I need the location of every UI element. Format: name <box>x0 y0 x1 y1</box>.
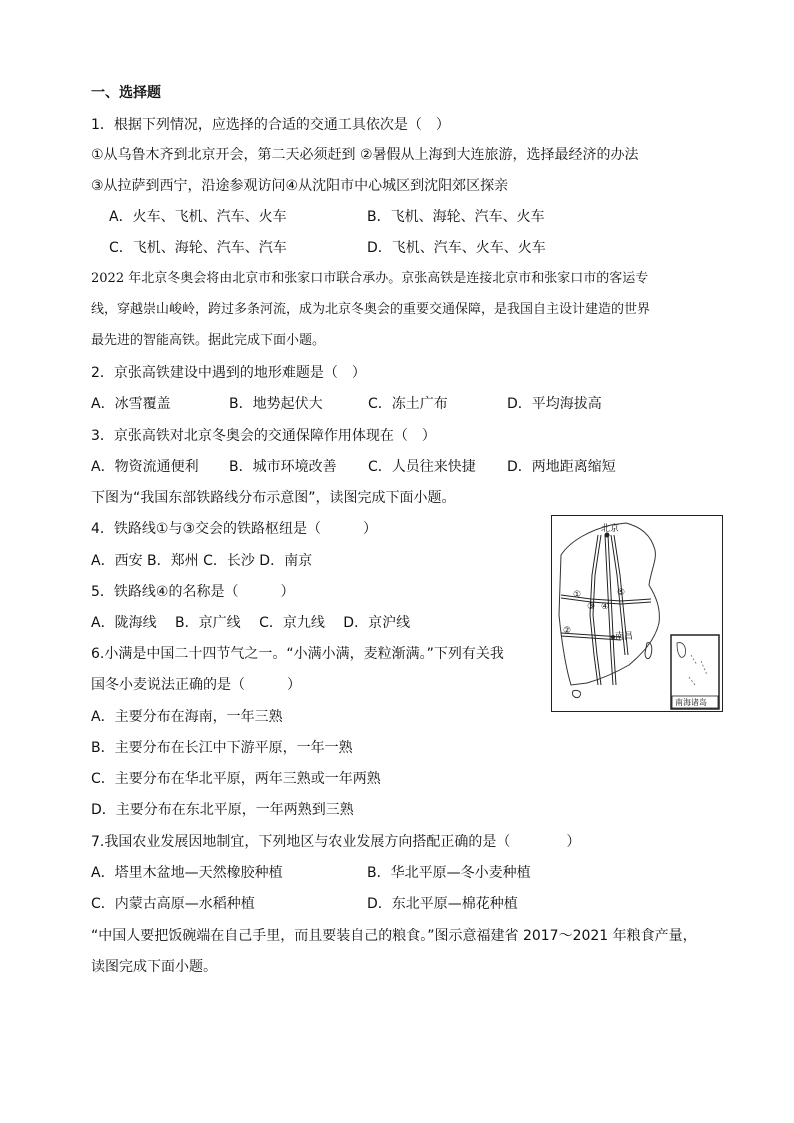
passage1-line2: 线，穿越崇山峻岭，跨过多条河流，成为北京冬奥会的重要交通保障，是我国自主设计建造的世界 <box>91 302 651 317</box>
q5-options: A．陇海线 B．京广线 C．京九线 D．京沪线 <box>91 615 411 631</box>
line-label-4: ④ <box>601 602 610 612</box>
q1-stem: 1．根据下列情况，应选择的合适的交通工具依次是（ ） <box>91 117 450 133</box>
q6-option-d: D．主要分布在东北平原，一年两熟到三熟 <box>91 802 354 818</box>
q6-stem-line2: 国冬小麦说法正确的是（ ） <box>91 677 301 693</box>
q1-option-c: C．飞机、海轮、汽车、汽车 <box>109 240 287 256</box>
q7-option-b: B．华北平原—冬小麦种植 <box>367 865 531 881</box>
q3-option-a: A．物资流通便利 <box>91 459 199 475</box>
line-label-3: ③ <box>587 602 596 612</box>
south-china-sea-inset <box>671 635 719 709</box>
q2-option-c: C．冻土广布 <box>368 396 448 412</box>
q1-option-b: B．飞机、海轮、汽车、火车 <box>367 209 545 225</box>
passage1-line3: 最先进的智能高铁。据此完成下面小题。 <box>91 333 326 348</box>
q2-stem: 2．京张高铁建设中遇到的地形难题是（ ） <box>91 365 366 381</box>
q7-option-c: C．内蒙古高原—水稻种植 <box>91 896 255 912</box>
line-label-1: ① <box>573 590 582 600</box>
nanchang-label: 南昌 <box>615 632 634 642</box>
q4-options: A．西安 B．郑州 C．长沙 D．南京 <box>91 553 313 569</box>
q2-option-b: B．地势起伏大 <box>229 396 323 412</box>
line-label-2: ② <box>563 626 572 636</box>
q6-option-a: A．主要分布在海南，一年三熟 <box>91 709 283 725</box>
q1-line2: ①从乌鲁木齐到北京开会，第二天必须赶到 ②暑假从上海到大连旅游，选择最经济的办法 <box>91 147 639 163</box>
q6-option-c: C．主要分布在华北平原，两年三熟或一年两熟 <box>91 771 381 787</box>
inset-label: 南海诸岛 <box>675 698 707 707</box>
section-title: 一、选择题 <box>91 85 161 101</box>
q7-option-d: D．东北平原—棉花种植 <box>367 896 518 912</box>
q3-option-d: D．两地距离缩短 <box>507 459 616 475</box>
q5-stem: 5．铁路线④的名称是（ ） <box>91 584 295 600</box>
q3-stem: 3．京张高铁对北京冬奥会的交通保障作用体现在（ ） <box>91 428 436 444</box>
passage1-line1: 2022 年北京冬奥会将由北京市和张家口市联合承办。京张高铁是连接北京市和张家口市的客运专 <box>91 271 649 286</box>
beijing-label: 北京 <box>601 524 620 534</box>
q3-option-c: C．人员往来快捷 <box>368 459 476 475</box>
q4-stem: 4．铁路线①与③交会的铁路枢纽是（ ） <box>91 521 378 537</box>
passage2: 下图为“我国东部铁路线分布示意图”，读图完成下面小题。 <box>91 490 456 506</box>
q2-option-d: D．平均海拔高 <box>507 396 602 412</box>
q1-line3: ③从拉萨到西宁，沿途参观访问④从沈阳市中心城区到沈阳郊区探亲 <box>91 178 509 194</box>
q6-stem-line1: 6.小满是中国二十四节气之一。“小满小满，麦粒渐满。”下列有关我 <box>91 646 504 662</box>
passage3-line2: 读图完成下面小题。 <box>91 959 217 975</box>
railway-map <box>551 515 723 712</box>
q1-option-d: D．飞机、汽车、火车、火车 <box>367 240 546 256</box>
q6-option-b: B．主要分布在长江中下游平原，一年一熟 <box>91 740 353 756</box>
line-label-5: ⑤ <box>617 588 626 598</box>
passage3-line1: “中国人要把饭碗端在自己手里，而且要装自己的粮食。”图示意福建省 2017～2021 年粮食产量， <box>91 928 697 944</box>
q2-option-a: A．冰雪覆盖 <box>91 396 171 412</box>
q3-option-b: B．城市环境改善 <box>229 459 337 475</box>
q7-option-a: A．塔里木盆地—天然橡胶种植 <box>91 865 283 881</box>
q1-option-a: A．火车、飞机、汽车、火车 <box>109 209 287 225</box>
q7-stem: 7.我国农业发展因地制宜，下列地区与农业发展方向搭配正确的是（ ） <box>91 834 581 850</box>
